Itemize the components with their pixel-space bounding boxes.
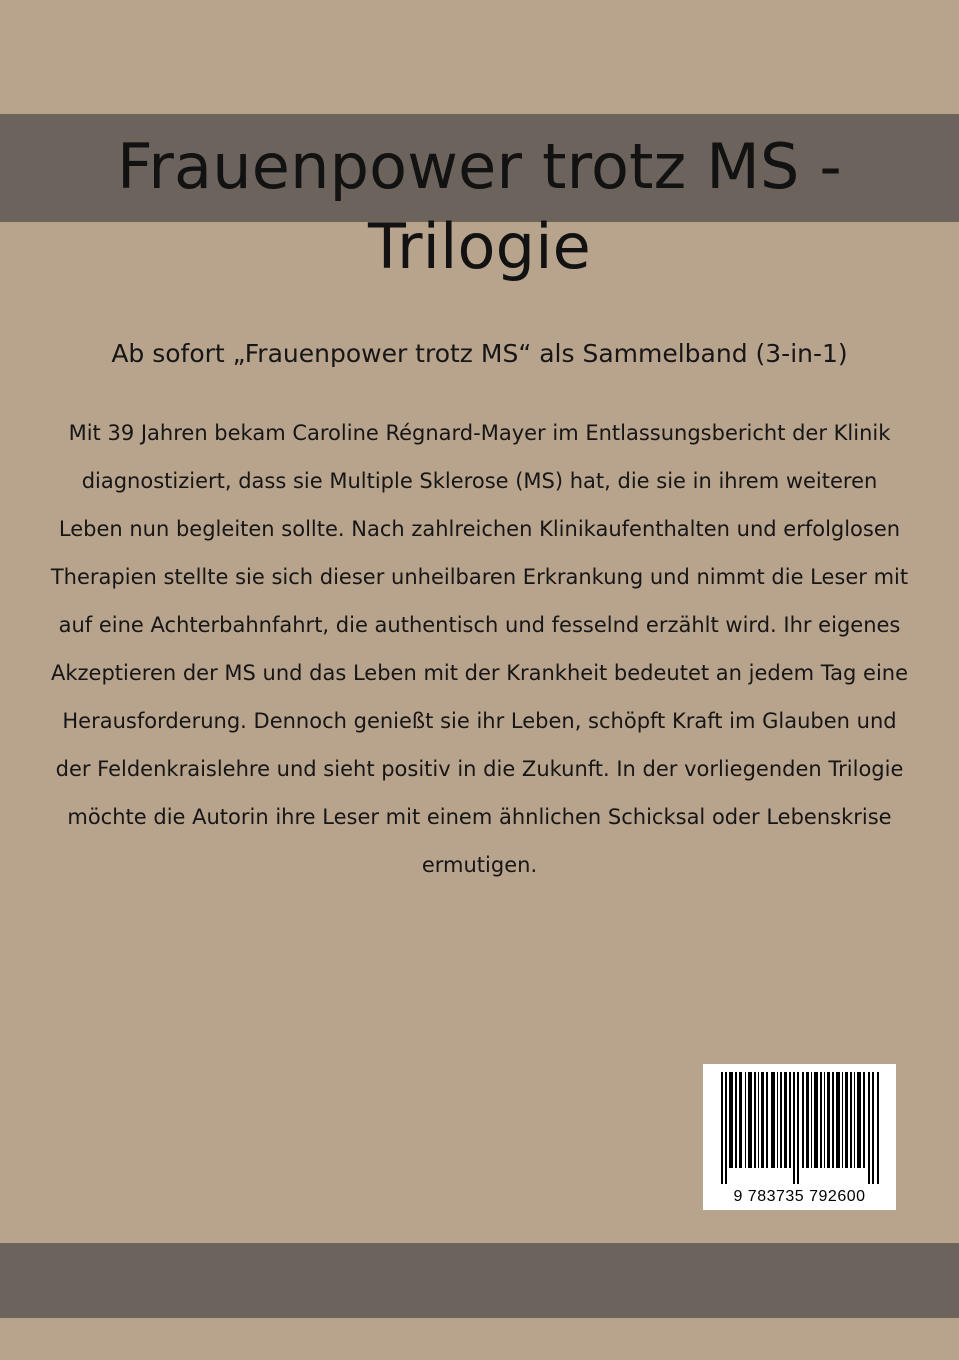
book-title: Frauenpower trotz MS - Trilogie bbox=[117, 130, 842, 283]
barcode-bars bbox=[721, 1072, 881, 1184]
subtitle: Ab sofort „Frauenpower trotz MS“ als Sammelband (3-in-1) bbox=[111, 339, 848, 368]
isbn-barcode bbox=[703, 1064, 896, 1210]
bottom-band bbox=[0, 1243, 959, 1318]
isbn-number: 9 783735 792600 bbox=[733, 1188, 866, 1205]
blurb-text: Mit 39 Jahren bekam Caroline Régnard-Mayer im Entlassungsbericht der Klinik diagnostiziert, dass sie Multiple Sklerose (MS) hat, die sie in ihrem weiteren Leben nun begleiten sollte. Nach zahlreichen Klinikaufenthalten und erfolglosen Therapien stellte sie sich dieser unheilbaren Erkrankung und nimmt die Leser mit auf eine Achterbahnfahrt, die authentisch und fesselnd erzählt wird. Ihr eigenes Akzeptieren der MS und das Leben mit der Krankheit bedeutet an jedem Tag eine Herausforderung. Dennoch genießt sie ihr Leben, schöpft Kraft im Glauben und der Feldenkraislehre und sieht positiv in die Zukunft. In der vorliegenden Trilogie möchte die Autorin ihre Leser mit einem ähnlichen Schicksal oder Lebenskrise ermutigen. bbox=[50, 421, 909, 877]
